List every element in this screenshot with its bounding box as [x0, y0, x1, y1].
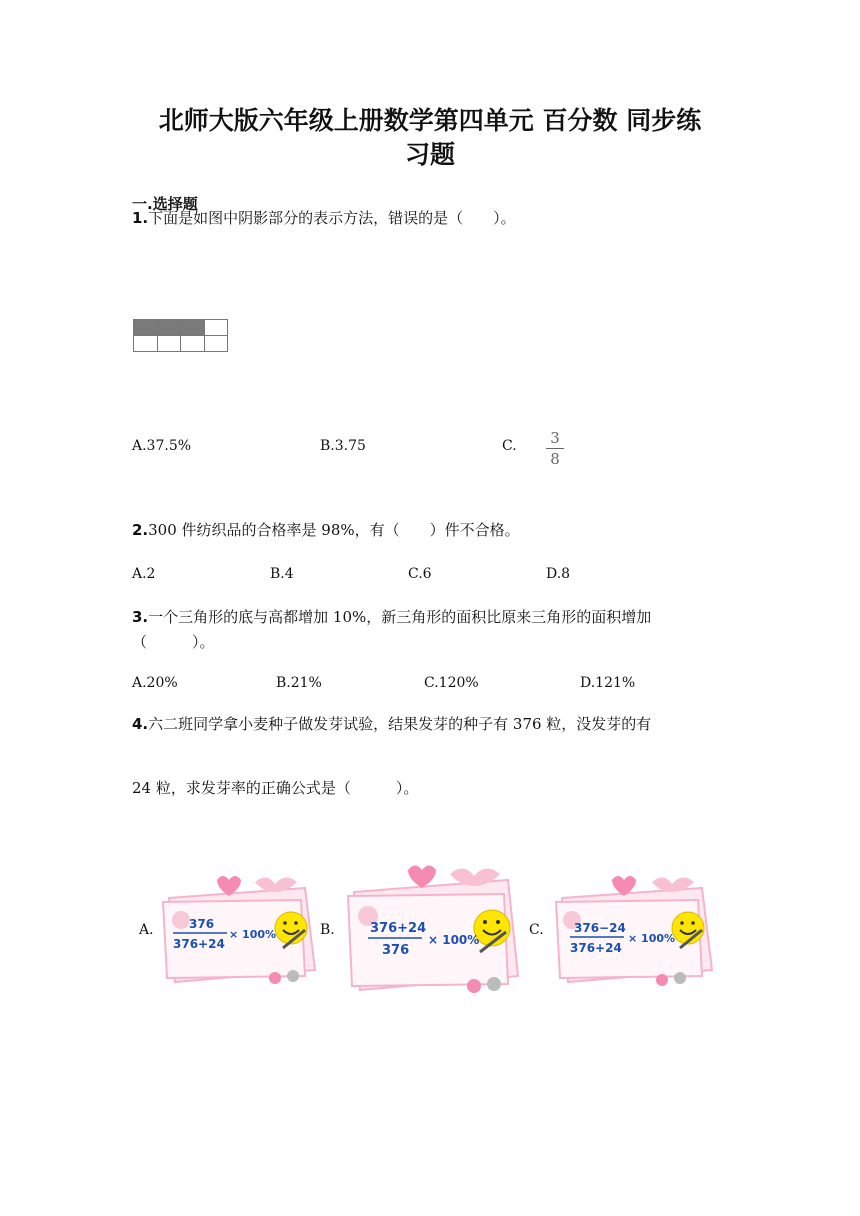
formula-card-c — [548, 870, 718, 992]
option-c[interactable]: C. — [502, 438, 517, 454]
formula-multiplier: × 100% — [628, 932, 676, 945]
option-a[interactable]: A. — [139, 922, 154, 938]
question-number: 2. — [132, 521, 149, 539]
fraction-three-eighths — [546, 430, 564, 467]
question-4-continued: 24 粒，求发芽率的正确公式是（ ）。 — [132, 779, 419, 797]
option-a[interactable]: A.37.5% — [132, 438, 192, 454]
grid-cell-shaded — [181, 320, 205, 336]
question-3-continued: （ ）。 — [132, 633, 215, 651]
grid-cell-shaded — [157, 320, 181, 336]
question-text: 六二班同学拿小麦种子做发芽试验，结果发芽的种子有 376 粒，没发芽的有 — [148, 715, 652, 733]
formula-denominator: 376+24 — [570, 941, 622, 955]
grid-cell — [181, 336, 205, 352]
question-number: 3. — [132, 608, 149, 626]
grid-cell — [157, 336, 181, 352]
option-b[interactable]: B.21% — [276, 675, 322, 691]
option-a[interactable]: A.20% — [132, 675, 178, 691]
question-4 — [132, 713, 651, 734]
grid-cell — [204, 320, 228, 336]
question-2 — [132, 519, 520, 540]
formula-numerator: 376+24 — [370, 921, 427, 936]
formula-card-b — [340, 858, 525, 998]
option-a[interactable]: A.2 — [132, 566, 156, 582]
formula-denominator: 376+24 — [173, 937, 225, 951]
question-number: 1. — [132, 209, 149, 227]
option-b[interactable]: B.4 — [270, 566, 294, 582]
option-c[interactable]: C. — [529, 922, 544, 938]
page-title: 北师大版六年级上册数学第四单元 百分数 同步练 — [158, 106, 702, 135]
formula-numerator: 376−24 — [574, 921, 626, 935]
grid-cell — [204, 336, 228, 352]
fraction-denominator: 8 — [550, 450, 560, 468]
option-c[interactable]: C.120% — [424, 675, 479, 691]
formula-card-a — [155, 870, 320, 990]
option-b[interactable]: B.3.75 — [320, 438, 366, 454]
formula-numerator: 376 — [189, 917, 215, 931]
shaded-grid-figure — [133, 319, 228, 352]
grid-cell-shaded — [134, 320, 158, 336]
formula-multiplier: × 100% — [428, 933, 480, 947]
formula-denominator: 376 — [382, 943, 410, 958]
fraction-bar — [546, 448, 564, 449]
option-d[interactable]: D.121% — [580, 675, 636, 691]
section-heading: 一.选择题 — [132, 195, 198, 213]
option-d[interactable]: D.8 — [546, 566, 571, 582]
option-c[interactable]: C.6 — [408, 566, 432, 582]
question-text: 一个三角形的底与高都增加 10%，新三角形的面积比原来三角形的面积增加 — [148, 608, 652, 626]
question-text: 下面是如图中阴影部分的表示方法，错误的是（ ）。 — [148, 209, 516, 227]
page-title-line2: 习题 — [404, 140, 455, 169]
grid-cell — [134, 336, 158, 352]
question-text: 300 件纺织品的合格率是 98%，有（ ）件不合格。 — [148, 521, 520, 539]
fraction-numerator: 3 — [550, 429, 560, 447]
question-1 — [132, 207, 516, 228]
option-b[interactable]: B. — [320, 922, 335, 938]
question-number: 4. — [132, 715, 149, 733]
question-3 — [132, 606, 651, 627]
formula-multiplier: × 100% — [229, 928, 277, 941]
